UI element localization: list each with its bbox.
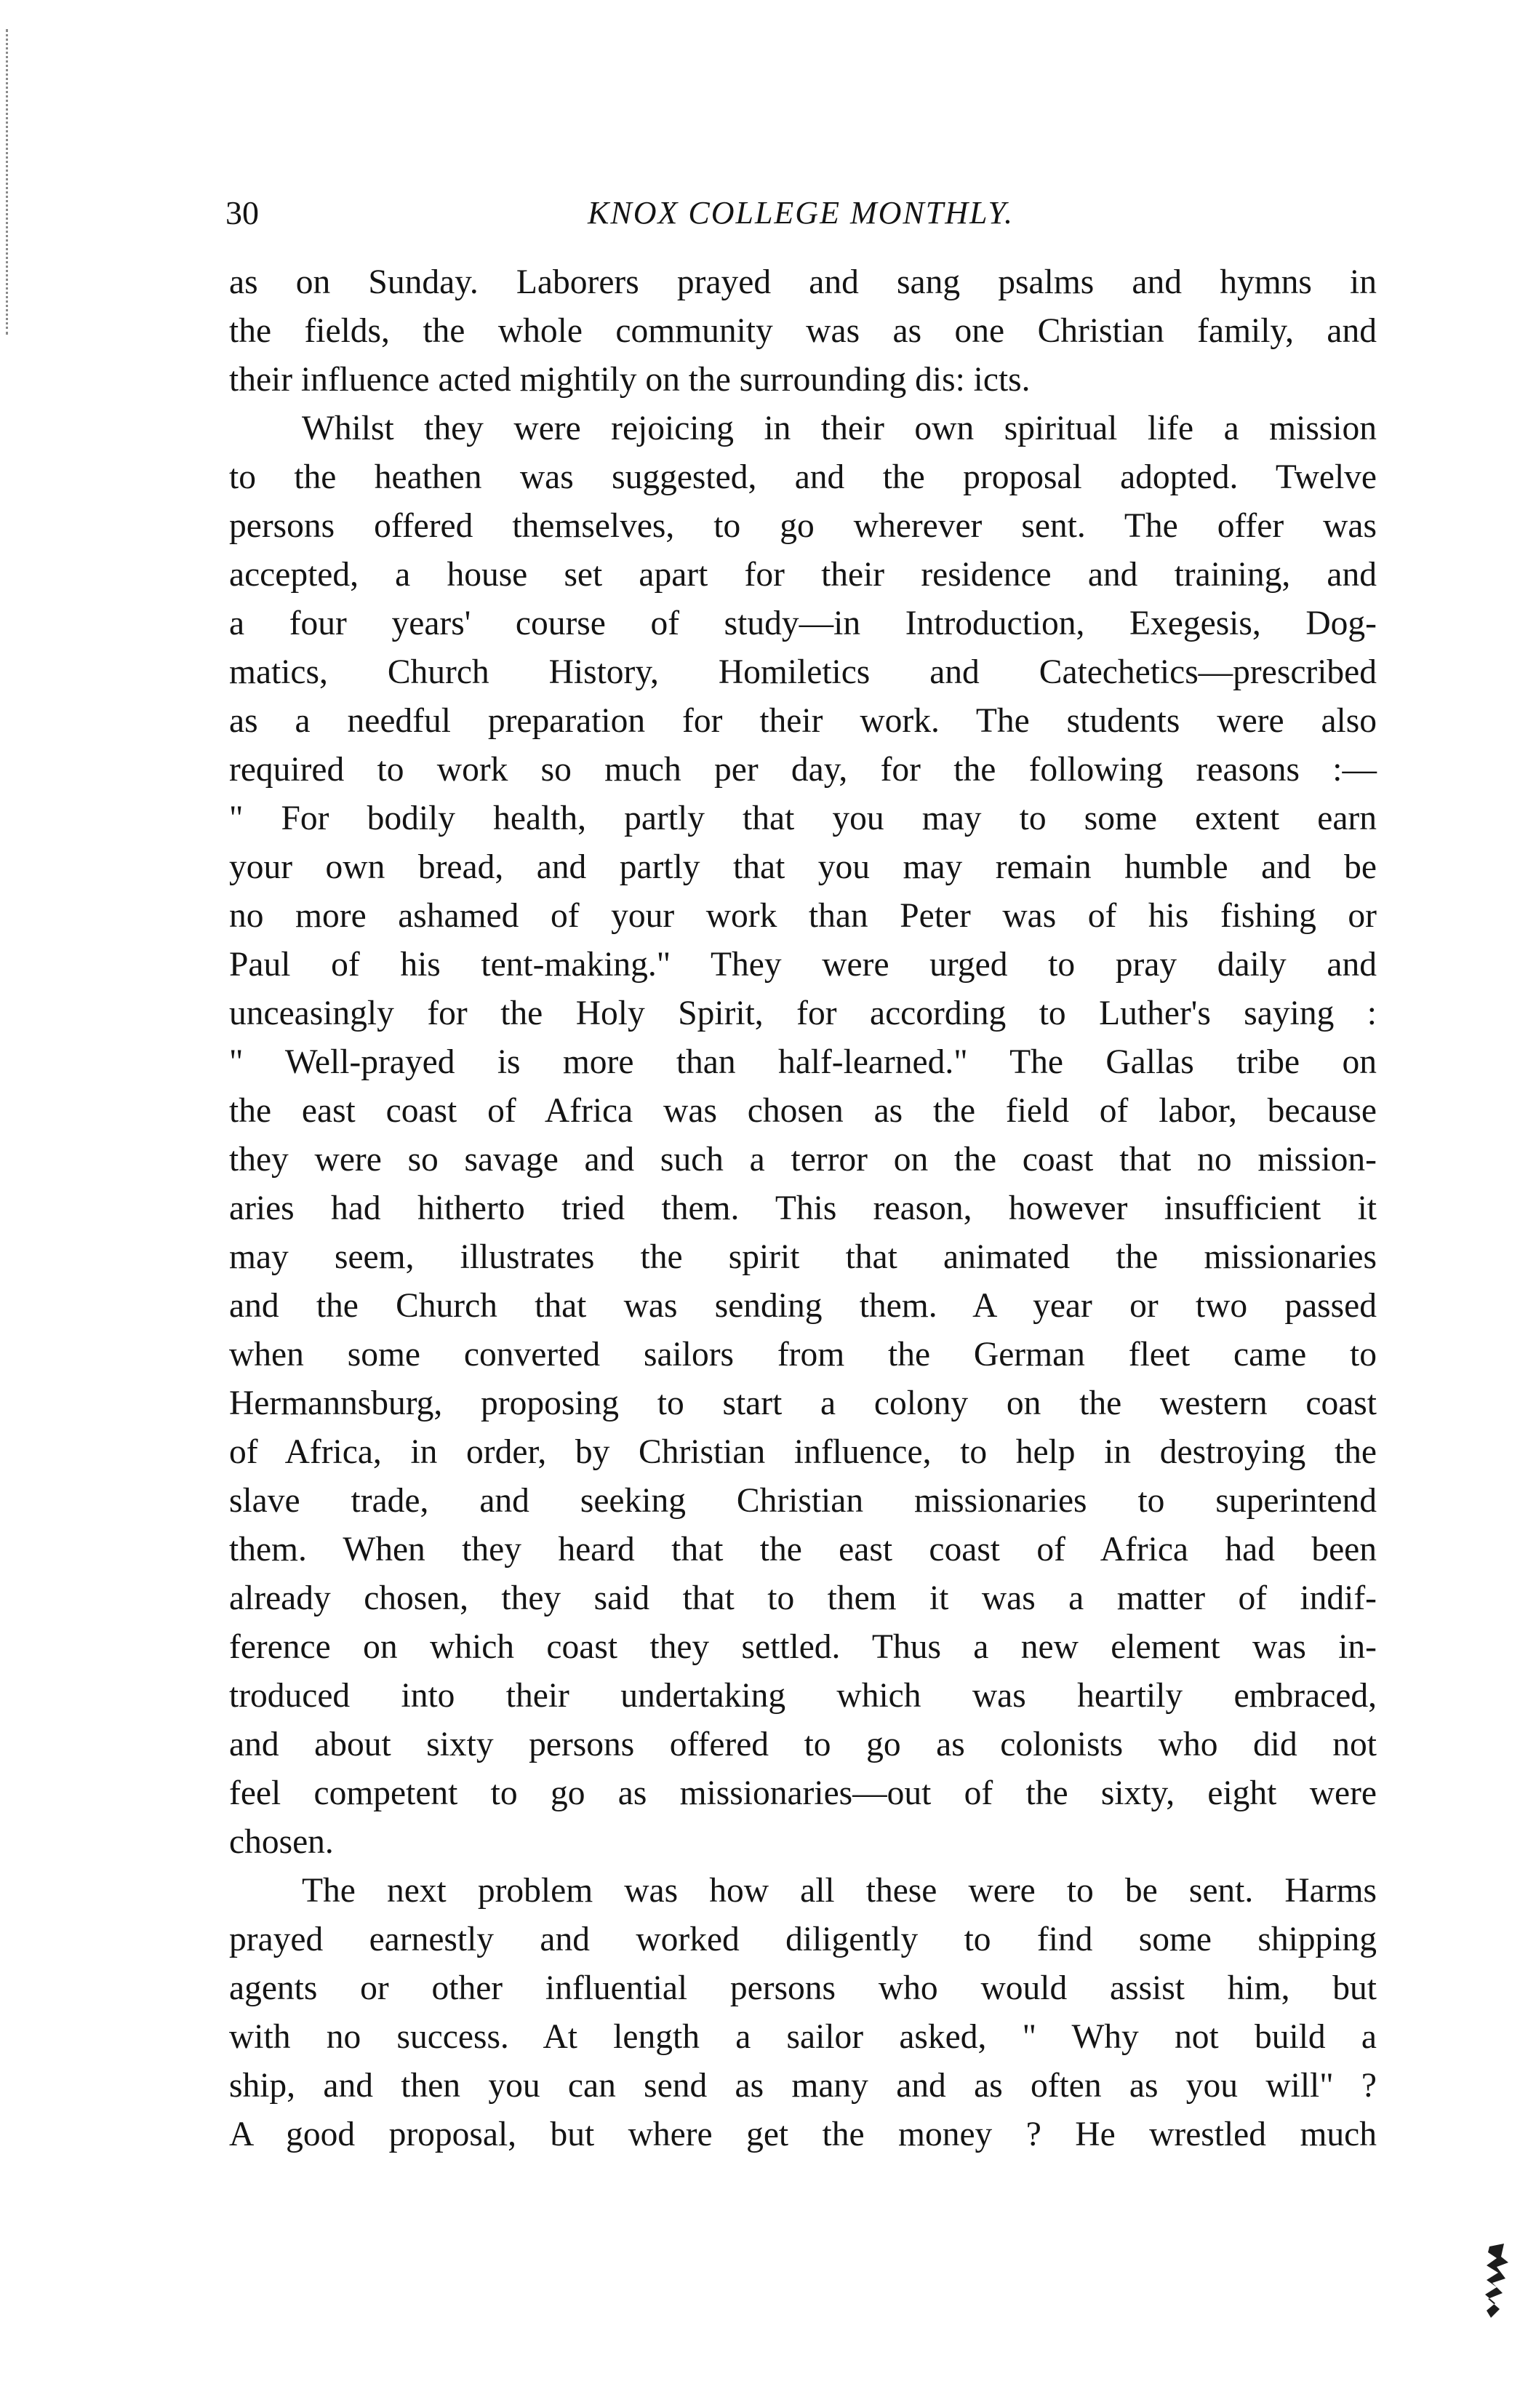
text-line: required to work so much per day, for the following reasons :— (229, 751, 1377, 789)
text-line: aries had hitherto tried them. This reason, however insufficient it (229, 1189, 1377, 1227)
running-title: KNOX COLLEGE MONTHLY. (588, 195, 1014, 231)
text-line: matics, Church History, Homiletics and Catechetics—prescribed (229, 653, 1377, 691)
text-line: " For bodily health, partly that you may to some extent earn (229, 800, 1377, 837)
text-line: chosen. (229, 1823, 334, 1861)
text-line: they were so savage and such a terror on the coast that no mission- (229, 1141, 1377, 1179)
text-line: as on Sunday. Laborers prayed and sang psalms and hymns in (229, 263, 1377, 301)
text-line: agents or other influential persons who would assist him, but (229, 1969, 1377, 2007)
text-line: the fields, the whole community was as one Christian family, and (229, 312, 1377, 350)
text-line: troduced into their undertaking which was heartily embraced, (229, 1677, 1377, 1715)
page-number: 30 (225, 194, 259, 231)
article-body (229, 258, 1377, 2159)
text-line: as a needful preparation for their work. The students were also (229, 702, 1377, 740)
text-line: unceasingly for the Holy Spirit, for according to Luther's saying : (229, 994, 1377, 1032)
text-line: no more ashamed of your work than Peter was of his fishing or (229, 897, 1377, 935)
text-line: A good proposal, but where get the money ? He wrestled much (229, 2116, 1377, 2153)
margin-scan-mark (6, 29, 18, 335)
scan-artifact-mark (1482, 2241, 1514, 2321)
text-line: Paul of his tent-making." They were urged to pray daily and (229, 946, 1377, 984)
text-line: ship, and then you can send as many and as often as you will" ? (229, 2067, 1377, 2105)
text-line: ference on which coast they settled. Thus a new element was in- (229, 1628, 1377, 1666)
text-line: slave trade, and seeking Christian missionaries to superintend (229, 1482, 1377, 1520)
text-line: them. When they heard that the east coast of Africa had been (229, 1531, 1377, 1568)
text-line: The next problem was how all these were to be sent. Harms (302, 1872, 1377, 1910)
text-line: already chosen, they said that to them it was a matter of indif- (229, 1579, 1377, 1617)
text-line: a four years' course of study—in Introduction, Exegesis, Dog- (229, 605, 1377, 642)
text-line: the east coast of Africa was chosen as the field of labor, because (229, 1092, 1377, 1130)
text-line: to the heathen was suggested, and the proposal adopted. Twelve (229, 458, 1377, 496)
text-line: Whilst they were rejoicing in their own spiritual life a mission (302, 410, 1377, 447)
text-line: and the Church that was sending them. A year or two passed (229, 1287, 1377, 1325)
page-header (225, 188, 1376, 239)
text-line: feel competent to go as missionaries—out of the sixty, eight were (229, 1774, 1377, 1812)
text-line: of Africa, in order, by Christian influence, to help in destroying the (229, 1433, 1377, 1471)
text-line: Hermannsburg, proposing to start a colony on the western coast (229, 1384, 1377, 1422)
text-line: when some converted sailors from the German fleet came to (229, 1336, 1377, 1374)
text-line: " Well-prayed is more than half-learned." The Gallas tribe on (229, 1043, 1377, 1081)
text-line: and about sixty persons offered to go as colonists who did not (229, 1726, 1377, 1763)
text-line: may seem, illustrates the spirit that animated the missionaries (229, 1238, 1377, 1276)
text-line: your own bread, and partly that you may remain humble and be (229, 848, 1377, 886)
text-line: accepted, a house set apart for their residence and training, and (229, 556, 1377, 594)
text-line: persons offered themselves, to go wherever sent. The offer was (229, 507, 1377, 545)
text-line: with no success. At length a sailor asked, " Why not build a (229, 2018, 1377, 2056)
text-line: prayed earnestly and worked diligently to find some shipping (229, 1921, 1377, 1958)
text-line: their influence acted mightily on the surrounding dis: icts. (229, 361, 1031, 399)
